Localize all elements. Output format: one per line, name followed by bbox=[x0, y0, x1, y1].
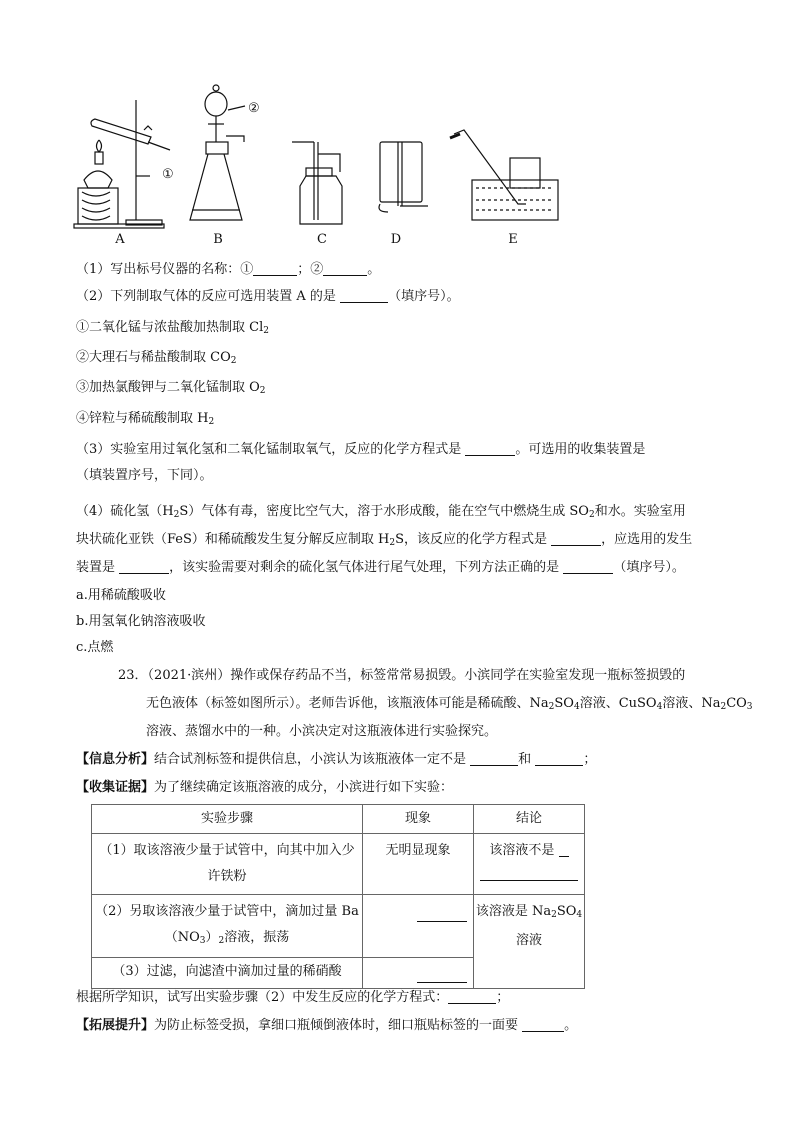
q4-text: ，应选用的发生 bbox=[601, 532, 693, 547]
q4-text: 和水。实验室用 bbox=[594, 504, 686, 519]
label-b: B bbox=[213, 232, 223, 247]
obs1-text: 无明显现象 bbox=[385, 843, 451, 858]
step2-text: （NO bbox=[164, 930, 200, 945]
q4-text: S）气体有毒，密度比空气大，溶于水形成酸，能在空气中燃烧生成 SO bbox=[179, 504, 589, 519]
step2-text: 溶液，振荡 bbox=[224, 930, 290, 945]
step3-text: （3）过滤，向滤渣中滴加过量的稀硝酸 bbox=[112, 964, 342, 979]
header-conclusion: 结论 bbox=[515, 811, 542, 826]
question-3-line2 bbox=[76, 466, 213, 486]
info-tag: 【信息分析】 bbox=[76, 752, 155, 767]
know-text: 根据所学知识，试写出实验步骤（2）中发生反应的化学方程式： bbox=[76, 990, 449, 1005]
label-d: D bbox=[390, 232, 402, 247]
option-text: ②大理石与稀盐酸制取 CO bbox=[76, 350, 231, 365]
answer-blank[interactable] bbox=[559, 842, 569, 857]
q1-text: （1）写出标号仪器的名称：① bbox=[76, 262, 254, 277]
question-4-line1: （4）硫化氢$(H_2S)$气体有毒，密度比空气大，溶于水形成酸，能在空气中燃烧生成 $SO_2$和水。实验室用 bbox=[76, 504, 686, 520]
q23-text: 溶液、Na bbox=[662, 696, 721, 711]
choice-b: b.用氢氧化钠溶液吸收 bbox=[76, 614, 206, 629]
q4-text: 块状硫化亚铁（FeS）和稀硫酸发生复分解反应制取 H bbox=[76, 532, 390, 547]
q3-text: （3）实验室用过氧化氢和二氧化锰制取氧气，反应的化学方程式是 bbox=[76, 442, 462, 457]
q4-text: （4）硫化氢（H bbox=[76, 504, 174, 519]
extension bbox=[76, 1016, 577, 1036]
label-c: C bbox=[317, 232, 327, 247]
collect-evidence bbox=[76, 778, 453, 798]
info-text: 结合试剂标签和提供信息，小滨认为该瓶液体一定不是 bbox=[154, 752, 467, 767]
step1-text: 许铁粉 bbox=[207, 869, 247, 884]
apparatus-e bbox=[450, 130, 558, 220]
collect-tag: 【收集证据】 bbox=[76, 780, 155, 795]
table-cell bbox=[363, 958, 474, 989]
ext-tag: 【拓展提升】 bbox=[76, 1018, 155, 1033]
info-and: 和 bbox=[518, 752, 532, 767]
answer-blank[interactable] bbox=[253, 261, 297, 276]
answer-blank[interactable] bbox=[551, 531, 601, 546]
question-2 bbox=[76, 287, 460, 307]
answer-blank[interactable] bbox=[417, 907, 467, 922]
answer-blank[interactable] bbox=[340, 288, 388, 303]
label-e: E bbox=[508, 232, 518, 247]
apparatus-b bbox=[190, 85, 245, 220]
table-row: （2）另取该溶液少量于试管中，滴加过量 Ba $(NO_3)_2$溶液，振荡 bbox=[92, 895, 363, 958]
q4-text: S，该反应的化学方程式是 bbox=[395, 532, 548, 547]
q1-mid: ；② bbox=[297, 262, 324, 277]
question-4-line2: 块状硫化亚铁（FeS）和稀硫酸发生复分解反应制取 $H_2S$，该反应的化学方程式是 ，应选用的发生 bbox=[76, 532, 693, 548]
q23-text: 溶液、CuSO bbox=[579, 696, 657, 711]
answer-blank[interactable] bbox=[470, 751, 518, 766]
table-row bbox=[92, 834, 363, 895]
question-23-line3: 溶液、蒸馏水中的一种。小滨决定对这瓶液体进行实验探究。 bbox=[146, 724, 498, 739]
answer-blank[interactable] bbox=[563, 559, 613, 574]
option-2 bbox=[76, 348, 236, 371]
step1-text: （1）取该溶液少量于试管中，向其中加入少 bbox=[99, 843, 355, 858]
choice-c: c.点燃 bbox=[76, 640, 114, 655]
step2-text: ） bbox=[205, 930, 219, 945]
table-cell: 该溶液是 $Na_2SO_4$ 溶液 bbox=[474, 895, 585, 989]
con2-text: 溶液 bbox=[515, 933, 542, 948]
table-header bbox=[92, 805, 363, 834]
question-1 bbox=[76, 260, 380, 280]
know-end: ； bbox=[496, 990, 510, 1005]
subscript: 2 bbox=[208, 417, 215, 427]
question-23-line1: 23．（2021·滨州）操作或保存药品不当，标签常常易损毁。小滨同学在实验室发现一瓶标签损毁的 bbox=[118, 668, 686, 683]
question-23-line2: 无色液体（标签如图所示）。老师告诉他，该瓶液体可能是稀硫酸、$Na_2SO_4$溶液、CuSO$_4$溶液、$Na_2CO_3$ bbox=[146, 696, 753, 712]
choice-a: a.用稀硫酸吸收 bbox=[76, 588, 166, 603]
question-4-line3 bbox=[76, 558, 685, 578]
q2-text: （2）下列制取气体的反应可选用装置 A 的是 bbox=[76, 289, 336, 304]
table-header bbox=[474, 805, 585, 834]
header-step: 实验步骤 bbox=[200, 811, 253, 826]
subscript: 2 bbox=[230, 356, 237, 366]
q3-text3: （填装置序号，下同）。 bbox=[76, 468, 213, 483]
q23-text: CO bbox=[726, 696, 747, 711]
step2-text: （2）另取该溶液少量于试管中，滴加过量 Ba bbox=[95, 904, 359, 919]
answer-blank[interactable] bbox=[119, 559, 169, 574]
info-end: ； bbox=[583, 752, 597, 767]
option-text: ①二氧化锰与浓盐酸加热制取 Cl bbox=[76, 320, 264, 335]
option-4 bbox=[76, 409, 214, 432]
marker-1: ① bbox=[162, 167, 174, 182]
collect-text: 为了继续确定该瓶溶液的成分，小滨进行如下实验： bbox=[154, 780, 454, 795]
q3-text2: 。可选用的收集装置是 bbox=[515, 442, 646, 457]
option-3 bbox=[76, 378, 266, 401]
ext-end: 。 bbox=[564, 1018, 578, 1033]
answer-blank[interactable] bbox=[417, 968, 467, 983]
con2-text: SO bbox=[556, 904, 577, 919]
q2-end: （填序号）。 bbox=[388, 289, 460, 304]
answer-blank[interactable] bbox=[323, 261, 367, 276]
table-cell bbox=[474, 834, 585, 895]
option-text: ④锌粒与稀硫酸制取 H bbox=[76, 411, 209, 426]
apparatus-c bbox=[292, 142, 342, 224]
subscript: 2 bbox=[259, 386, 266, 396]
ext-text: 为防止标签受损，拿细口瓶倾倒液体时，细口瓶贴标签的一面要 bbox=[154, 1018, 519, 1033]
apparatus-d bbox=[379, 142, 428, 212]
q23-text: SO bbox=[554, 696, 574, 711]
table-row bbox=[92, 958, 363, 989]
table-cell bbox=[363, 895, 474, 958]
q1-end: 。 bbox=[367, 262, 381, 277]
table-header bbox=[363, 805, 474, 834]
question-3-line1 bbox=[76, 440, 645, 460]
q23-text: 无色液体（标签如图所示）。老师告诉他，该瓶液体可能是稀硫酸、Na bbox=[146, 696, 549, 711]
header-observation: 现象 bbox=[404, 811, 431, 826]
con2-text: 该溶液是 Na bbox=[475, 904, 552, 919]
equation-prompt bbox=[76, 988, 509, 1008]
label-a: A bbox=[115, 232, 125, 247]
q4-text: 装置是 bbox=[76, 560, 116, 575]
option-1 bbox=[76, 318, 269, 341]
q4-text: （填序号）。 bbox=[613, 560, 685, 575]
option-text: ③加热氯酸钾与二氧化锰制取 O bbox=[76, 380, 260, 395]
answer-blank[interactable] bbox=[465, 441, 515, 456]
q4-text: ，该实验需要对剩余的硫化氢气体进行尾气处理，下列方法正确的是 bbox=[169, 560, 560, 575]
subscript: 2 bbox=[263, 326, 269, 336]
table-cell bbox=[363, 834, 474, 895]
experiment-table bbox=[91, 804, 585, 989]
answer-blank[interactable] bbox=[448, 989, 496, 1004]
info-analysis bbox=[76, 750, 596, 770]
con1-text: 该溶液不是 bbox=[489, 843, 555, 858]
answer-blank[interactable] bbox=[480, 870, 578, 881]
answer-blank[interactable] bbox=[522, 1017, 564, 1032]
apparatus-a bbox=[74, 100, 170, 228]
answer-blank[interactable] bbox=[535, 751, 583, 766]
marker-2: ② bbox=[248, 101, 260, 116]
